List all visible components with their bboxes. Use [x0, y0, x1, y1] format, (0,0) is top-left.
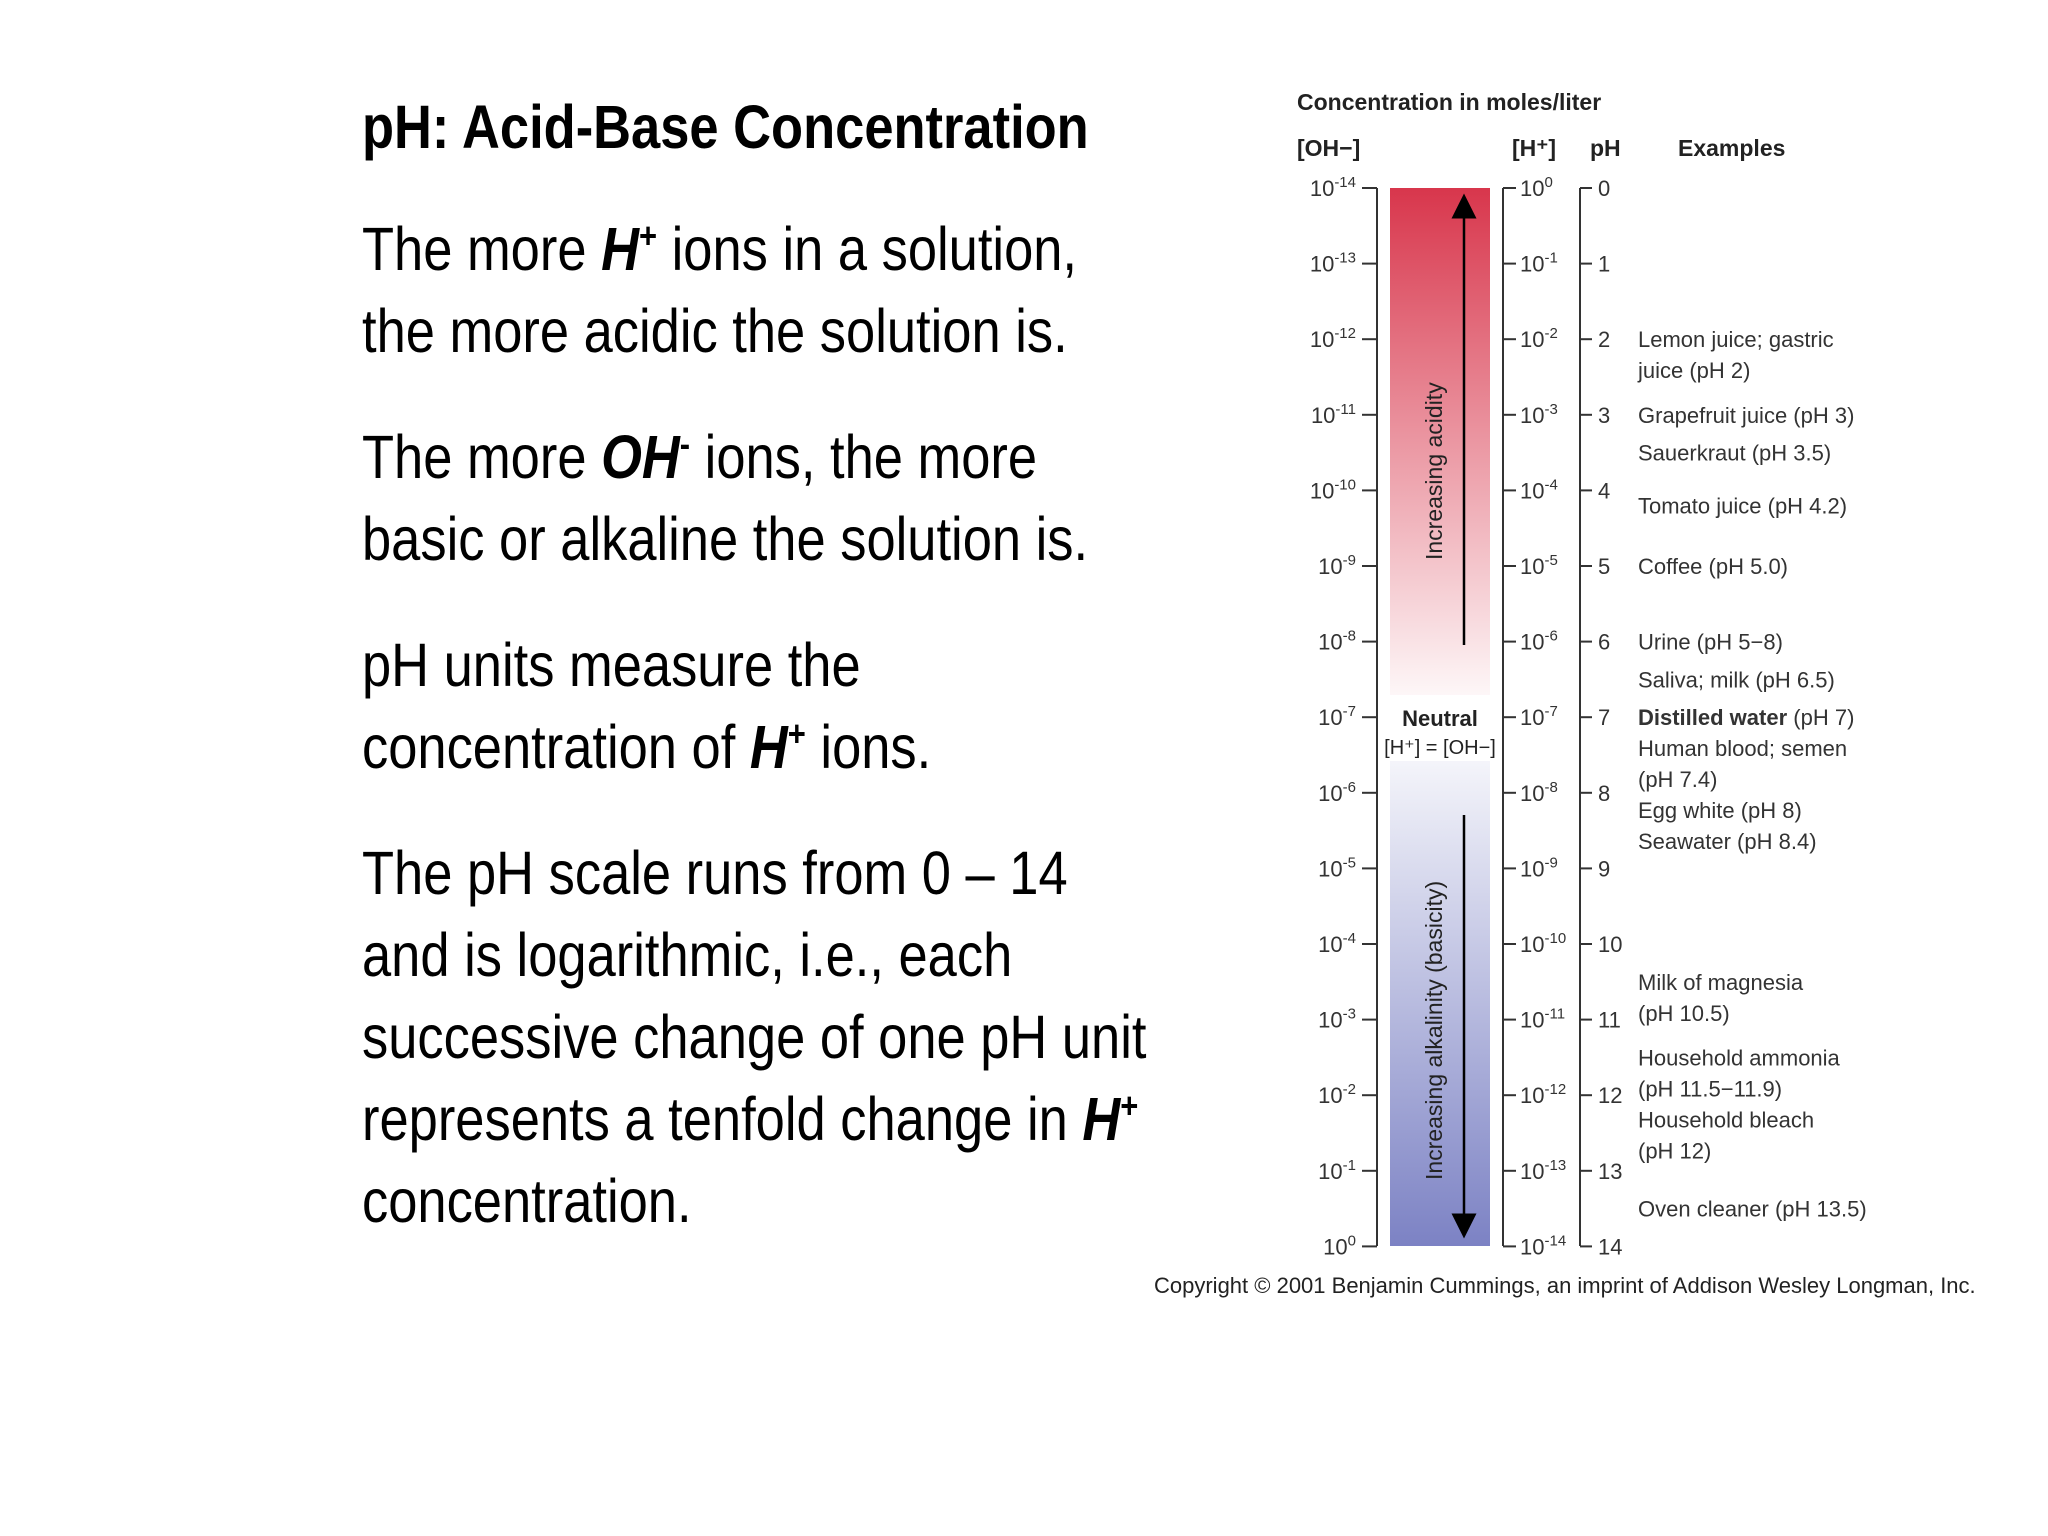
ph-value-label: 7	[1598, 705, 1611, 731]
ph-value-label: 13	[1598, 1158, 1623, 1184]
h-concentration-label: $10^{-5}$	[1520, 552, 1558, 579]
h-ion-symbol: H+	[601, 215, 658, 283]
h-ion-symbol: H+	[1082, 1085, 1139, 1153]
oh-concentration-label: $10^{-14}$	[1309, 174, 1356, 201]
slide-text	[362, 86, 1147, 1286]
ph-value-label: 12	[1598, 1083, 1623, 1109]
h-concentration-label: $10^{-13}$	[1520, 1156, 1567, 1184]
h-concentration-label: $10^{-11}$	[1520, 1005, 1566, 1033]
h-concentration-label: $10^{-14}$	[1520, 1232, 1567, 1260]
text-run: ions.	[805, 713, 932, 781]
example-label: Seawater (pH 8.4)	[1638, 829, 1817, 855]
oh-ion-symbol: OH-	[601, 423, 691, 491]
text-run: basic or alkaline the solution is.	[362, 505, 1089, 573]
column-header-h: [H⁺]	[1512, 135, 1557, 161]
column-header-ph: pH	[1590, 135, 1621, 161]
text-run: represents a tenfold change in	[362, 1085, 1083, 1153]
example-label: Distilled water (pH 7)	[1638, 705, 1855, 731]
example-label: Saliva; milk (pH 6.5)	[1638, 667, 1835, 693]
paragraph-oh-ions	[362, 416, 1089, 580]
example-label: Sauerkraut (pH 3.5)	[1638, 440, 1832, 466]
oh-concentration-label: $10^{-9}$	[1318, 552, 1356, 579]
alkalinity-label: Increasing alkalinity (basicity)	[1421, 880, 1447, 1180]
text-run: ions in a solution,	[657, 215, 1078, 283]
example-label: juice (pH 2)	[1638, 358, 1751, 384]
ph-value-label: 14	[1598, 1234, 1623, 1260]
copyright-notice: Copyright © 2001 Benjamin Cummings, an imprint of Addison Wesley Longman, Inc.	[1154, 1273, 1976, 1298]
text-run: concentration.	[362, 1167, 692, 1235]
oh-concentration-label: $10^{-4}$	[1318, 930, 1356, 957]
ph-value-label: 4	[1598, 478, 1611, 504]
figure-heading: Concentration in moles/liter	[1297, 89, 1602, 115]
oh-concentration-label: $10^{-8}$	[1318, 627, 1356, 655]
slide-title: pH: Acid-Base Concentration	[362, 93, 1089, 161]
text-run: The pH scale runs from 0 – 14	[362, 839, 1068, 907]
text-run: successive change of one pH unit	[362, 1003, 1147, 1071]
neutral-label: Neutral	[1402, 706, 1478, 731]
ph-value-label: 9	[1598, 856, 1611, 882]
oh-concentration-label: $10^0$	[1323, 1232, 1356, 1260]
ph-value-label: 3	[1598, 402, 1611, 428]
example-label: Egg white (pH 8)	[1638, 798, 1802, 824]
example-label: (pH 10.5)	[1638, 1000, 1730, 1026]
oh-concentration-label: $10^{-12}$	[1309, 325, 1356, 353]
oh-concentration-label: $10^{-3}$	[1318, 1005, 1356, 1033]
h-ion-symbol: H+	[749, 713, 806, 781]
example-label: Coffee (pH 5.0)	[1638, 554, 1789, 579]
ph-scale-figure	[1150, 80, 2040, 1310]
oh-concentration-label: $10^{-6}$	[1318, 778, 1356, 806]
text-run: The more	[362, 215, 602, 283]
ph-value-label: 11	[1598, 1007, 1621, 1033]
ph-value-label: 2	[1598, 327, 1611, 353]
text-run: ions, the more	[690, 423, 1038, 491]
example-label: (pH 12)	[1638, 1138, 1712, 1164]
text-run: and is logarithmic, i.e., each	[362, 921, 1013, 989]
h-concentration-label: $10^{-9}$	[1520, 854, 1558, 882]
example-label: Grapefruit juice (pH 3)	[1638, 402, 1855, 428]
ph-value-label: 6	[1598, 629, 1611, 655]
example-label: Household ammonia	[1638, 1045, 1840, 1071]
example-label: Lemon juice; gastric	[1638, 327, 1834, 353]
text-run: the more acidic the solution is.	[362, 297, 1068, 365]
ph-value-label: 10	[1598, 932, 1623, 957]
example-label: Oven cleaner (pH 13.5)	[1638, 1196, 1867, 1222]
oh-concentration-label: $10^{-2}$	[1318, 1081, 1356, 1109]
ph-value-label: 1	[1598, 251, 1611, 277]
example-label: Tomato juice (pH 4.2)	[1638, 493, 1848, 519]
text-run: concentration of	[362, 713, 750, 781]
example-label: (pH 7.4)	[1638, 767, 1718, 793]
oh-concentration-label: $10^{-13}$	[1309, 249, 1356, 277]
h-concentration-label: $10^0$	[1520, 174, 1553, 201]
example-label: Milk of magnesia	[1638, 969, 1804, 995]
oh-concentration-label: $10^{-7}$	[1318, 703, 1356, 731]
text-run: pH units measure the	[362, 631, 861, 699]
example-label: Urine (pH 5−8)	[1638, 629, 1783, 655]
oh-concentration-label: $10^{-5}$	[1318, 854, 1356, 882]
text-run: The more	[362, 423, 602, 491]
oh-concentration-label: $10^{-1}$	[1318, 1156, 1356, 1184]
paragraph-ph-scale	[362, 832, 1147, 1242]
ph-value-label: 8	[1598, 780, 1611, 806]
column-header-examples: Examples	[1678, 135, 1786, 161]
oh-concentration-label: $10^{-10}$	[1309, 476, 1356, 504]
h-concentration-label: $10^{-10}$	[1520, 930, 1567, 957]
example-label: (pH 11.5−11.9)	[1638, 1076, 1783, 1102]
h-concentration-label: $10^{-3}$	[1520, 400, 1558, 428]
h-concentration-label: $10^{-8}$	[1520, 778, 1558, 806]
ph-value-label: 0	[1598, 176, 1611, 201]
paragraph-h-ions	[362, 208, 1084, 372]
h-concentration-label: $10^{-4}$	[1520, 476, 1558, 504]
ph-value-label: 5	[1598, 554, 1611, 579]
h-concentration-label: $10^{-2}$	[1520, 325, 1558, 353]
h-concentration-label: $10^{-7}$	[1520, 703, 1558, 731]
example-label: Household bleach	[1638, 1107, 1815, 1133]
example-label: Human blood; semen	[1638, 736, 1848, 762]
column-header-oh: [OH−]	[1297, 135, 1361, 161]
examples-list	[1637, 327, 1867, 1221]
acidity-label: Increasing acidity	[1421, 382, 1447, 560]
neutral-equation: [H⁺] = [OH−]	[1384, 737, 1496, 759]
h-concentration-label: $10^{-1}$	[1520, 249, 1558, 277]
paragraph-ph-units	[362, 624, 1084, 788]
h-concentration-label: $10^{-6}$	[1520, 627, 1558, 655]
oh-concentration-label: $10^{-11}$	[1310, 400, 1356, 428]
h-concentration-label: $10^{-12}$	[1520, 1081, 1567, 1109]
